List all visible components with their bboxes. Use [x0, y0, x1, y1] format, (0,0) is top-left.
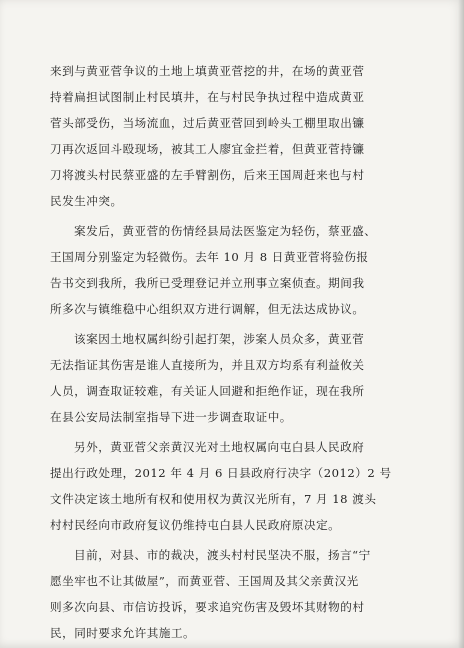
paragraph-5: [50, 542, 420, 646]
text-line: 人员，调查取证较难，有关证人回避和拒绝作证，现在我所: [50, 384, 365, 398]
text-line: 告书交到我所，我所已受理登记并立刑事立案侦查。期间我: [50, 276, 365, 290]
text-line: 王国周分别鉴定为轻微伤。去年 10 月 8 日黄亚菅将验伤报: [50, 250, 369, 264]
text-line: 另外，黄亚菅父亲黄汉光对土地权属向屯白县人民政府: [74, 440, 365, 454]
paragraph-1: [50, 58, 420, 214]
text-line: 无法指证其伤害是谁人直接所为，并且双方均系有利益攸关: [50, 358, 365, 372]
text-line: 则多次向县、市信访投诉，要求追究伤害及毁坏其财物的村: [50, 600, 365, 614]
text-line: 民发生冲突。: [50, 194, 123, 208]
text-line: 愿坐牢也不让其做屋”，而黄亚菅、王国周及其父亲黄汉光: [50, 574, 359, 588]
paragraph-4: [50, 434, 420, 538]
paragraph-2: [50, 218, 420, 322]
text-line: 所多次与镇维稳中心组织双方进行调解，但无法达成协议。: [50, 302, 365, 316]
text-line: 目前，对县、市的裁决，渡头村村民坚决不服，扬言“宁: [74, 548, 371, 562]
text-line: 该案因土地权属纠纷引起打架，涉案人员众多，黄亚菅: [74, 332, 365, 346]
paragraph-3: [50, 326, 420, 430]
text-line: 文件决定该土地所有权和使用权为黄汉光所有，7 月 18 渡头: [50, 492, 377, 506]
text-line: 刀将渡头村民蔡亚盛的左手臂割伤，后来王国周赶来也与村: [50, 168, 365, 182]
text-line: 在县公安局法制室指导下进一步调查取证中。: [50, 410, 292, 424]
text-line: 菅头部受伤，当场流血，过后黄亚菅回到岭头工棚里取出镰: [50, 116, 365, 130]
scan-shadow: [458, 0, 464, 648]
text-line: 案发后，黄亚菅的伤情经县局法医鉴定为轻伤，蔡亚盛、: [74, 224, 377, 238]
text-line: 刀再次返回斗殴现场，被其工人廖宜金拦着，但黄亚菅持镰: [50, 142, 365, 156]
text-line: 提出行政处理，2012 年 4 月 6 日县政府行决字（2012）2 号: [50, 466, 392, 480]
document-body: [50, 58, 420, 648]
text-line: 来到与黄亚菅争议的土地上填黄亚菅挖的井，在场的黄亚菅: [50, 64, 365, 78]
text-line: 村村民经向市政府复议仍维持屯白县人民政府原决定。: [50, 518, 341, 532]
text-line: 持着扁担试图制止村民填井，在与村民争执过程中造成黄亚: [50, 90, 365, 104]
text-line: 民，同时要求允许其施工。: [50, 626, 196, 640]
